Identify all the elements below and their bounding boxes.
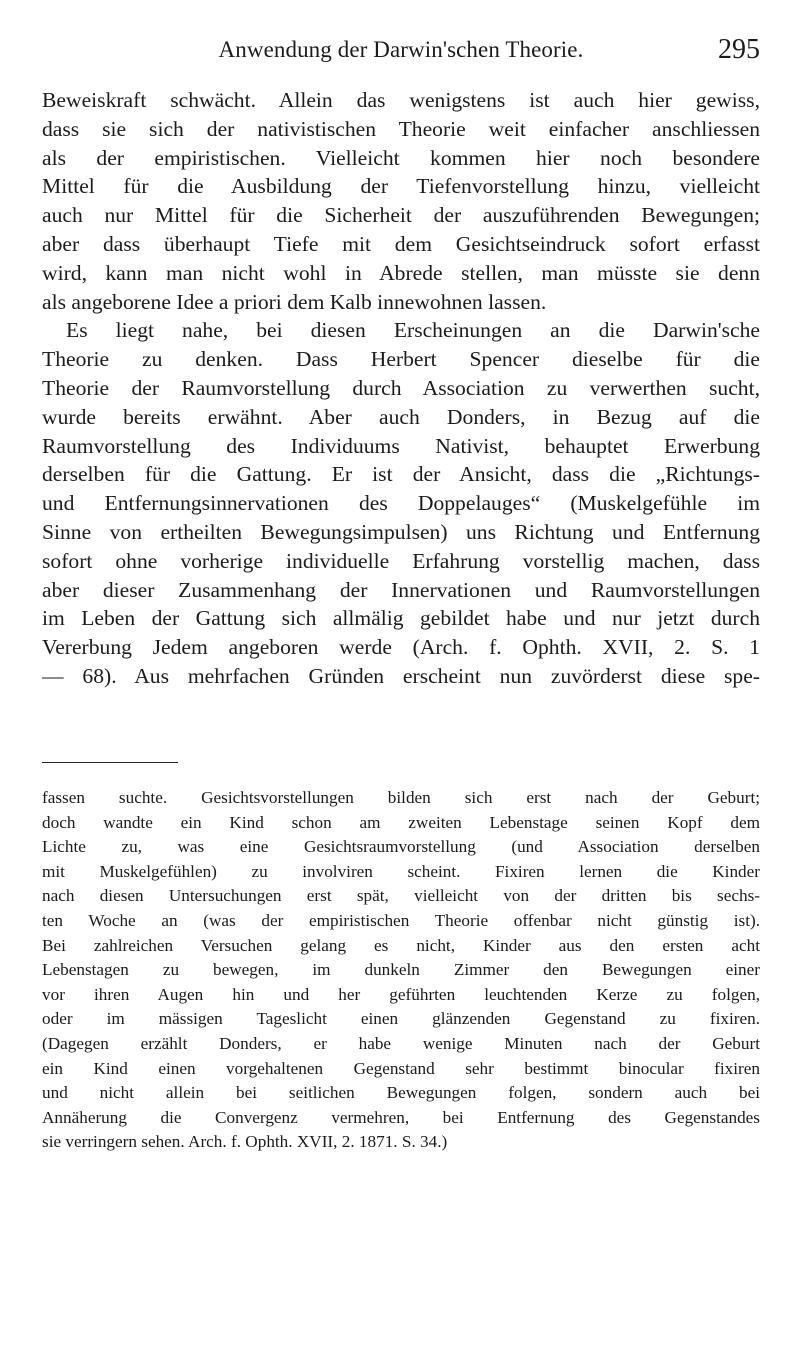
text-line: derselben für die Gattung. Er ist der Ansicht, dass die „Richtungs- [42, 462, 760, 487]
footnote-line: (Dagegen erzählt Donders, er habe wenige Minuten nach der Geburt [42, 1033, 760, 1053]
text-line: sofort ohne vorherige individuelle Erfahrung vorstellig machen, dass [42, 548, 760, 573]
footnote-divider [42, 762, 178, 763]
footnote-line: und nicht allein bei seitlichen Bewegungen folgen, sondern auch bei [42, 1083, 760, 1103]
text-line: Vererbung Jedem angeboren werde (Arch. f. Ophth. XVII, 2. S. 1 [42, 635, 760, 660]
text-line: — 68). Aus mehrfachen Gründen erscheint nun zuvörderst diese spe- [42, 663, 760, 688]
text-line: als der empiristischen. Vielleicht kommen hier noch besondere [42, 145, 760, 170]
footnote-line: ein Kind einen vorgehaltenen Gegenstand sehr bestimmt binocular fixiren [42, 1058, 760, 1078]
footnote-line: Lichte zu, was eine Gesichtsraumvorstellung (und Association derselben [42, 837, 760, 857]
footnote-line: fassen suchte. Gesichtsvorstellungen bilden sich erst nach der Geburt; [42, 788, 760, 807]
text-line: aber dass überhaupt Tiefe mit dem Gesichtseindruck sofort erfasst [42, 231, 760, 256]
footnote-line: mit Muskelgefühlen) zu involviren scheint. Fixiren lernen die Kinder [42, 861, 760, 881]
footnote-line: vor ihren Augen hin und her geführten leuchtenden Kerze zu folgen, [42, 984, 760, 1004]
main-text [42, 86, 760, 691]
text-line: Mittel für die Ausbildung der Tiefenvorstellung hinzu, vielleicht [42, 174, 760, 199]
footnote-line: Lebenstagen zu bewegen, im dunkeln Zimmer den Bewegungen einer [42, 960, 760, 980]
footnote-line: sie verringern sehen. Arch. f. Ophth. XVII, 2. 1871. S. 34.) [42, 1132, 448, 1152]
footnote-line: oder im mässigen Tageslicht einen glänzenden Gegenstand zu fixiren. [42, 1009, 760, 1029]
footnote-line: Annäherung die Convergenz vermehren, bei Entfernung des Gegenstandes [42, 1107, 760, 1127]
text-line: wurde bereits erwähnt. Aber auch Donders, in Bezug auf die [42, 404, 760, 429]
text-line: aber dieser Zusammenhang der Innervationen und Raumvorstellungen [42, 577, 760, 602]
text-line: auch nur Mittel für die Sicherheit der auszuführenden Bewegungen; [42, 203, 760, 228]
footnote-line: doch wandte ein Kind schon am zweiten Lebenstage seinen Kopf dem [42, 812, 760, 832]
footnote-line: nach diesen Untersuchungen erst spät, vielleicht von der dritten bis sechs- [42, 886, 760, 906]
text-line: als angeborene Idee a priori dem Kalb innewohnen lassen. [42, 289, 547, 314]
footnote-line: Bei zahlreichen Versuchen gelang es nicht, Kinder aus den ersten acht [42, 935, 760, 955]
text-line: Raumvorstellung des Individuums Nativist, behauptet Erwerbung [42, 433, 760, 458]
footnote-text [42, 786, 760, 1155]
text-line: Es liegt nahe, bei diesen Erscheinungen an die Darwin'sche [66, 318, 760, 343]
text-line: Theorie der Raumvorstellung durch Association zu verwerthen sucht, [42, 375, 760, 400]
text-line: dass sie sich der nativistischen Theorie weit einfacher anschliessen [42, 116, 760, 141]
running-title: Anwendung der Darwin'schen Theorie. [218, 37, 584, 62]
page-header [42, 34, 760, 74]
text-line: Sinne von ertheilten Bewegungsimpulsen) uns Richtung und Entfernung [42, 519, 760, 544]
text-line: und Entfernungsinnervationen des Doppelauges“ (Muskelgefühle im [42, 491, 760, 516]
text-line: wird, kann man nicht wohl in Abrede stellen, man müsste sie denn [42, 260, 760, 285]
text-line: Beweiskraft schwächt. Allein das wenigstens ist auch hier gewiss, [42, 88, 760, 112]
page-number: 295 [718, 34, 760, 65]
text-line: Theorie zu denken. Dass Herbert Spencer dieselbe für die [42, 347, 760, 372]
text-line: im Leben der Gattung sich allmälig gebildet habe und nur jetzt durch [42, 606, 760, 631]
footnote-line: ten Woche an (was der empiristischen Theorie offenbar nicht günstig ist). [42, 910, 760, 930]
